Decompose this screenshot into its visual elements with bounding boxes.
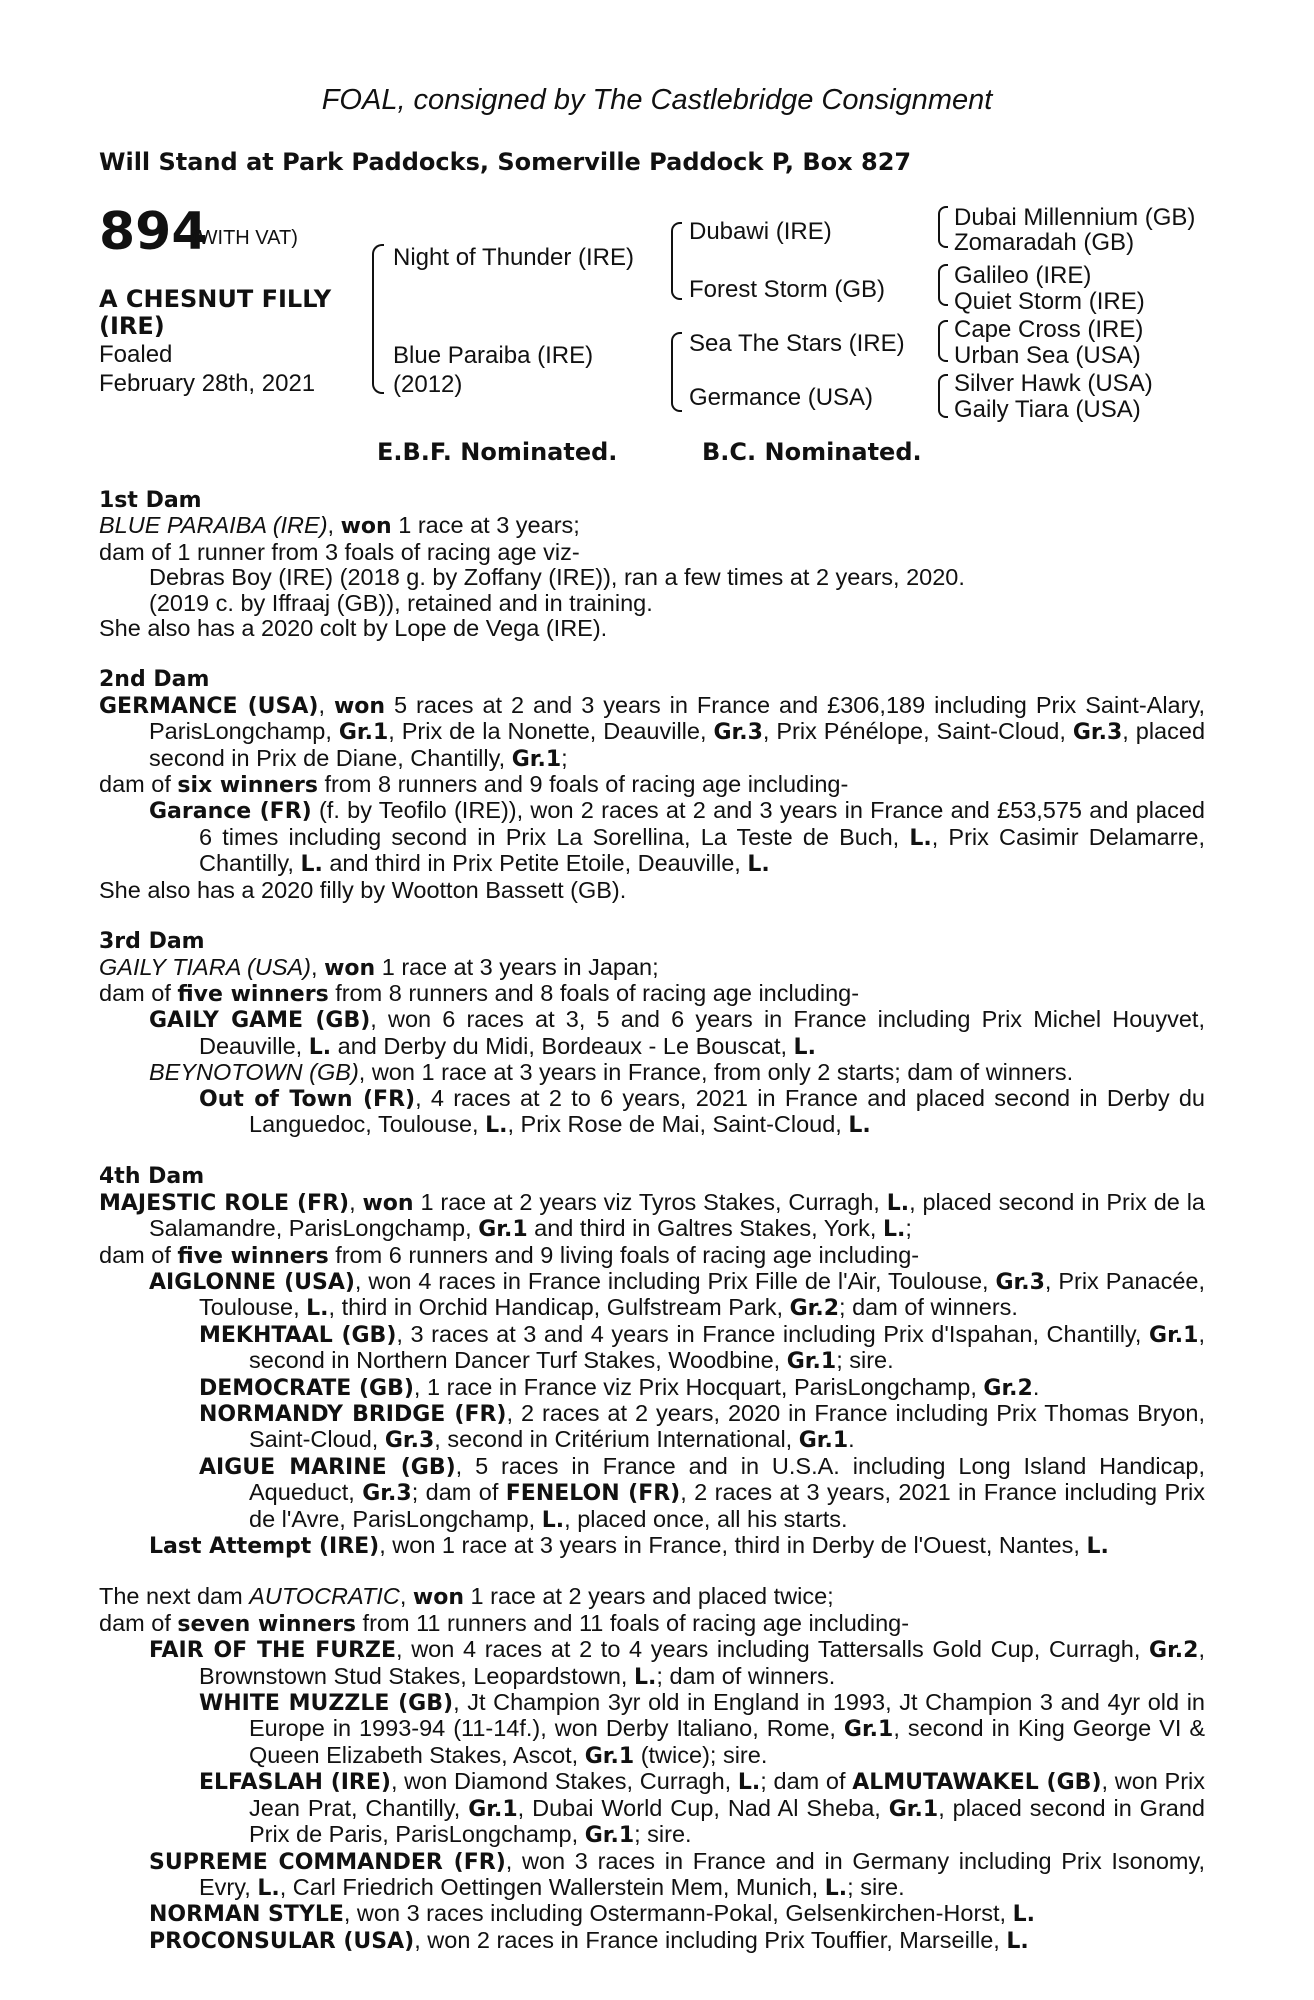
sire: Night of Thunder (IRE): [393, 244, 634, 271]
pedigree-entry: [99, 1322, 1205, 1375]
entry-text: from 8 runners and 8 foals of racing age including-: [328, 979, 860, 1006]
entry-text: , won 4 races at 2 to 4 years including Tattersalls Gold Cup, Curragh,: [396, 1636, 1150, 1663]
pedigree-entry: [99, 1007, 1205, 1060]
bold-text: Gr.1: [786, 1349, 837, 1375]
bold-text: MAJESTIC ROLE (FR): [99, 1190, 350, 1216]
brace-sire: [671, 222, 682, 300]
pedigree-entry: [99, 1060, 1205, 1085]
lot-number: 894: [99, 202, 208, 262]
entry-text: and Derby du Midi, Bordeaux - Le Bouscat,: [331, 1032, 794, 1059]
pedigree-entry: [99, 540, 1205, 565]
pedigree-entry: [99, 1086, 1205, 1139]
entry-text: , 2 races at 2 years, 2020 in France including Prix Thomas Bryon, Saint-Cloud,: [249, 1400, 1205, 1453]
sire-sire: Dubawi (IRE): [689, 218, 832, 245]
ebf-nomination: E.B.F. Nominated.: [377, 438, 618, 466]
section-heading: 2nd Dam: [99, 667, 210, 693]
entry-text: She also has a 2020 filly by Wootton Bassett (GB).: [99, 876, 627, 903]
pedigree-entry: [99, 1849, 1205, 1902]
pedigree-entry: [99, 565, 1205, 590]
bold-text: Gr.1: [511, 746, 562, 772]
pedigree-entry: [99, 591, 1205, 616]
pedigree-entry: [99, 955, 1205, 981]
section-gap: [99, 1559, 1205, 1584]
dam-sire: Sea The Stars (IRE): [689, 330, 905, 357]
bold-text: NORMAN STYLE: [149, 1902, 344, 1928]
bold-text: won: [412, 1585, 464, 1611]
entry-text: , Prix Panacée, Toulouse,: [199, 1267, 1205, 1321]
entry-text: and third in Prix Petite Etoile, Deauville,: [322, 850, 748, 877]
entry-text: ,: [311, 953, 325, 980]
bold-text: Gr.1: [468, 1796, 518, 1822]
foaled-info: [99, 340, 315, 398]
pedigree-entry: [99, 1533, 1205, 1559]
pedigree-entry: [99, 1190, 1205, 1243]
dam-dam: Germance (USA): [689, 384, 874, 411]
entry-text: , 2 races at 3 years, 2021 in France including Prix de l'Avre, ParisLongchamp,: [249, 1479, 1205, 1532]
brace-dam: [671, 332, 682, 412]
ggp-7: Silver Hawk (USA): [954, 370, 1153, 397]
bold-text: DEMOCRATE (GB): [199, 1375, 414, 1401]
entry-text: , 5 races in France and in U.S.A. including Long Island Handicap, Aqueduct,: [249, 1452, 1205, 1506]
entry-text: , Carl Friedrich Oettingen Wallerstein Mem, Munich,: [279, 1873, 825, 1900]
bold-text: L.: [1012, 1902, 1035, 1928]
bold-text: five winners: [177, 981, 329, 1007]
entry-text: , placed once, all his starts.: [564, 1505, 848, 1532]
bold-text: Gr.2: [789, 1296, 840, 1322]
sire-dam: Forest Storm (GB): [689, 276, 886, 303]
catalogue-body: [99, 488, 1205, 1954]
bold-text: L.: [824, 1875, 848, 1901]
pedigree-entry: [99, 1611, 1205, 1637]
bold-text: won: [324, 955, 376, 981]
bold-text: Gr.3: [713, 720, 763, 746]
bold-text: GAILY GAME (GB): [149, 1008, 371, 1034]
entry-text: and third in Galtres Stakes, York,: [527, 1215, 883, 1242]
brace-ggp-1: [938, 206, 948, 248]
pedigree-entry: [99, 798, 1205, 877]
entry-text: 1 race at 2 years and placed twice;: [463, 1583, 834, 1610]
entry-text: , won 2 races in France including Prix Touffier, Marseille,: [414, 1926, 1007, 1953]
horse-description: A CHESNUT FILLY (IRE): [99, 285, 332, 340]
bold-text: Gr.1: [798, 1428, 849, 1454]
dam-section: [99, 488, 1205, 641]
entry-text: , 4 races at 2 to 6 years, 2021 in France and placed second in Derby du Languedoc, Toulouse,: [249, 1084, 1205, 1137]
consignor-heading: FOAL, consigned by The Castlebridge Consignment: [321, 84, 993, 116]
pedigree-entry: [99, 1401, 1205, 1454]
entry-text: dam of: [99, 1609, 178, 1636]
bold-text: Gr.2: [983, 1375, 1033, 1401]
entry-text: ; dam of: [760, 1768, 853, 1795]
pedigree-entry: [99, 878, 1205, 903]
entry-text: , Prix Rose de Mai, Saint-Cloud,: [507, 1110, 849, 1137]
entry-text: Debras Boy (IRE) (2018 g. by Zoffany (IRE)), ran a few times at 2 years, 2020.: [149, 564, 965, 591]
pedigree-entry: [99, 772, 1205, 798]
entry-text: ; sire.: [634, 1821, 692, 1848]
bold-text: won: [340, 514, 392, 540]
brace-ggp-3: [938, 320, 948, 362]
bold-text: L.: [909, 825, 932, 851]
entry-text: , placed second in Prix de la Salamandre, ParisLongchamp,: [149, 1188, 1205, 1242]
entry-text: ,: [399, 1583, 413, 1610]
entry-text: ; dam of winners.: [839, 1294, 1018, 1321]
entry-text: , third in Orchid Handicap, Gulfstream Park,: [328, 1294, 790, 1321]
entry-text: .: [848, 1426, 855, 1453]
bold-text: Gr.3: [1072, 720, 1123, 746]
bold-text: ALMUTAWAKEL (GB): [852, 1770, 1102, 1796]
bold-text: Gr.3: [384, 1428, 435, 1454]
bold-text: L.: [886, 1190, 910, 1216]
entry-text: , second in Critérium International,: [434, 1426, 799, 1453]
bold-text: FENELON (FR): [505, 1481, 681, 1507]
entry-text: , Prix de la Nonette, Deauville,: [388, 718, 714, 745]
bold-text: L.: [882, 1217, 906, 1243]
entry-text: ;: [905, 1215, 912, 1242]
bold-text: Gr.1: [1149, 1322, 1199, 1348]
ggp-6: Urban Sea (USA): [954, 342, 1141, 369]
entry-text: ,: [327, 512, 341, 539]
vat-note: (WITH VAT): [192, 227, 298, 249]
entry-text: dam of: [99, 979, 178, 1006]
entry-text: from 6 runners and 9 living foals of racing age including-: [328, 1241, 920, 1268]
pedigree-entry: [99, 616, 1205, 641]
bold-text: L.: [1006, 1928, 1029, 1954]
dam-section: [99, 667, 1205, 903]
entry-text: , 1 race in France viz Prix Hocquart, ParisLongchamp,: [413, 1373, 984, 1400]
bold-text: GERMANCE (USA): [99, 693, 319, 719]
italic-text: GAILY TIARA (USA): [99, 953, 312, 980]
entry-text: ; sire.: [836, 1347, 894, 1374]
entry-text: (twice); sire.: [634, 1741, 768, 1768]
italic-text: BEYNOTOWN (GB): [149, 1059, 359, 1086]
bold-text: Gr.3: [995, 1269, 1045, 1295]
entry-text: 5 races at 2 and 3 years in France and £306,189 including Prix Saint-Alary, ParisLongchamp,: [149, 691, 1205, 745]
pedigree-entry: [99, 1637, 1205, 1690]
bold-text: Gr.1: [888, 1796, 939, 1822]
entry-text: , placed second in Prix de Diane, Chantilly,: [149, 718, 1206, 771]
entry-text: , won 4 races in France including Prix Fille de l'Air, Toulouse,: [354, 1267, 996, 1294]
bold-text: L.: [1086, 1534, 1109, 1560]
bold-text: Gr.2: [1149, 1638, 1199, 1664]
pedigree-entry: [99, 1690, 1205, 1769]
bold-text: AIGUE MARINE (GB): [199, 1454, 456, 1480]
entry-text: ,: [318, 691, 334, 718]
ggp-2: Zomaradah (GB): [954, 229, 1135, 256]
bc-nomination: B.C. Nominated.: [702, 438, 922, 466]
pedigree-entry: [99, 1375, 1205, 1401]
bold-text: seven winners: [177, 1611, 357, 1637]
bold-text: Gr.1: [338, 720, 389, 746]
pedigree-entry: [99, 513, 1205, 539]
entry-text: from 8 runners and 9 foals of racing age including-: [317, 771, 849, 798]
bold-text: six winners: [177, 773, 318, 799]
bold-text: NORMANDY BRIDGE (FR): [199, 1402, 507, 1427]
bold-text: L.: [300, 852, 323, 878]
pedigree-entry: [99, 1454, 1205, 1533]
entry-text: 1 race at 3 years in Japan;: [375, 953, 659, 980]
bold-text: L.: [747, 852, 770, 878]
entry-text: , second in Northern Dancer Turf Stakes, Woodbine,: [249, 1320, 1205, 1374]
entry-text: , Prix Pénélope, Saint-Cloud,: [762, 718, 1073, 745]
bold-text: FAIR OF THE FURZE: [149, 1638, 397, 1664]
dam-year: (2012): [393, 371, 463, 398]
dam-section: [99, 1164, 1205, 1559]
pedigree-entry: [99, 1584, 1205, 1610]
dam-section: [99, 1559, 1205, 1954]
entry-text: , Brownstown Stud Stakes, Leopardstown,: [199, 1636, 1205, 1689]
entry-text: , won Prix Jean Prat, Chantilly,: [249, 1768, 1205, 1821]
entry-text: dam of: [99, 1241, 178, 1268]
bold-text: L.: [737, 1770, 761, 1796]
foaled-label: Foaled: [99, 341, 173, 368]
brace-ggp-4: [938, 374, 948, 418]
brace-main: [372, 244, 384, 394]
entry-text: , Jt Champion 3yr old in England in 1993, Jt Champion 3 and 4yr old in Europe in 1993-94 (11-14f.), won Derby Italiano, Rome,: [249, 1689, 1205, 1742]
dam: Blue Paraiba (IRE): [393, 342, 594, 369]
section-heading: 3rd Dam: [99, 929, 205, 955]
bold-text: Gr.1: [478, 1217, 528, 1243]
entry-text: ; dam of: [411, 1479, 506, 1506]
dam-section: [99, 929, 1205, 1138]
stabling-location: Will Stand at Park Paddocks, Somerville Paddock P, Box 827: [99, 148, 912, 176]
ggp-3: Galileo (IRE): [954, 262, 1092, 289]
bold-text: Last Attempt (IRE): [149, 1534, 380, 1560]
bold-text: L.: [257, 1875, 280, 1901]
bold-text: PROCONSULAR (USA): [149, 1928, 415, 1954]
entry-text: , 3 races at 3 and 4 years in France including Prix d'Ispahan, Chantilly,: [396, 1320, 1150, 1347]
bold-text: L.: [485, 1112, 508, 1138]
entry-text: , second in King George VI & Queen Elizabeth Stakes, Ascot,: [249, 1715, 1205, 1768]
entry-text: , won 6 races at 3, 5 and 6 years in France including Prix Michel Houyvet, Deauville,: [199, 1006, 1205, 1059]
bold-text: L.: [848, 1112, 871, 1138]
bold-text: SUPREME COMMANDER (FR): [149, 1849, 506, 1875]
bold-text: Garance (FR): [149, 799, 312, 825]
ggp-4: Quiet Storm (IRE): [954, 288, 1145, 315]
pedigree-entry: [99, 981, 1205, 1007]
ggp-5: Cape Cross (IRE): [954, 316, 1144, 343]
entry-text: , won 3 races in France and in Germany including Prix Isonomy, Evry,: [199, 1847, 1205, 1900]
bold-text: Out of Town (FR): [199, 1086, 416, 1112]
brace-ggp-2: [938, 264, 948, 306]
bold-text: MEKHTAAL (GB): [199, 1322, 397, 1348]
entry-text: 1 race at 2 years viz Tyros Stakes, Curragh,: [413, 1188, 887, 1215]
bold-text: AIGLONNE (USA): [149, 1269, 355, 1295]
entry-text: ; dam of winners.: [656, 1662, 836, 1689]
entry-text: , Dubai World Cup, Nad Al Sheba,: [517, 1794, 889, 1821]
bold-text: Gr.1: [843, 1717, 894, 1743]
bold-text: L.: [793, 1034, 816, 1060]
bold-text: won: [362, 1190, 414, 1216]
entry-text: ,: [349, 1188, 363, 1215]
ggp-8: Gaily Tiara (USA): [954, 396, 1141, 423]
entry-text: (f. by Teofilo (IRE)), won 2 races at 2 and 3 years in France and £53,575 and placed 6 times including second in Prix La Sorellina, La Teste de Buch,: [199, 797, 1205, 850]
entry-text: , won 1 race at 3 years in France, third in Derby de l'Ouest, Nantes,: [379, 1532, 1087, 1559]
section-heading: 1st Dam: [99, 488, 202, 513]
italic-text: BLUE PARAIBA (IRE): [99, 512, 328, 539]
foaled-date: February 28th, 2021: [99, 370, 316, 397]
bold-text: Gr.1: [584, 1743, 635, 1769]
entry-text: , Prix Casimir Delamarre, Chantilly,: [199, 823, 1205, 877]
pedigree-entry: [99, 1928, 1205, 1954]
entry-text: (2019 c. by Iffraaj (GB)), retained and in training.: [149, 589, 653, 616]
entry-text: , won 3 races including Ostermann-Pokal, Gelsenkirchen-Horst,: [343, 1900, 1013, 1927]
bold-text: ELFASLAH (IRE): [199, 1770, 391, 1796]
entry-text: She also has a 2020 colt by Lope de Vega (IRE).: [99, 615, 608, 642]
entry-text: The next dam: [99, 1583, 250, 1610]
entry-text: , placed second in Grand Prix de Paris, ParisLongchamp,: [249, 1794, 1205, 1848]
entry-text: 1 race at 3 years;: [391, 512, 580, 539]
entry-text: from 11 runners and 11 foals of racing age including-: [356, 1609, 910, 1636]
entry-text: dam of 1 runner from 3 foals of racing age viz-: [99, 538, 580, 565]
bold-text: Gr.1: [584, 1823, 635, 1849]
pedigree-entry: [99, 1901, 1205, 1927]
bold-text: L.: [306, 1296, 329, 1322]
bold-text: L.: [541, 1507, 565, 1533]
bold-text: five winners: [177, 1243, 329, 1269]
pedigree-entry: [99, 693, 1205, 772]
ggp-1: Dubai Millennium (GB): [954, 204, 1196, 231]
bold-text: won: [333, 693, 386, 719]
pedigree-entry: [99, 1769, 1205, 1848]
entry-text: ;: [561, 744, 568, 771]
section-heading: 4th Dam: [99, 1164, 205, 1190]
pedigree-entry: [99, 1243, 1205, 1269]
entry-text: ; sire.: [847, 1873, 905, 1900]
bold-text: WHITE MUZZLE (GB): [199, 1691, 454, 1717]
pedigree-entry: [99, 1269, 1205, 1322]
entry-text: .: [1032, 1373, 1040, 1400]
entry-text: , won 1 race at 3 years in France, from only 2 starts; dam of winners.: [358, 1059, 1074, 1086]
entry-text: , won Diamond Stakes, Curragh,: [390, 1768, 738, 1795]
bold-text: L.: [308, 1034, 332, 1060]
italic-text: AUTOCRATIC: [249, 1583, 400, 1610]
entry-text: dam of: [99, 771, 178, 798]
bold-text: L.: [634, 1664, 657, 1690]
bold-text: Gr.3: [362, 1481, 412, 1507]
